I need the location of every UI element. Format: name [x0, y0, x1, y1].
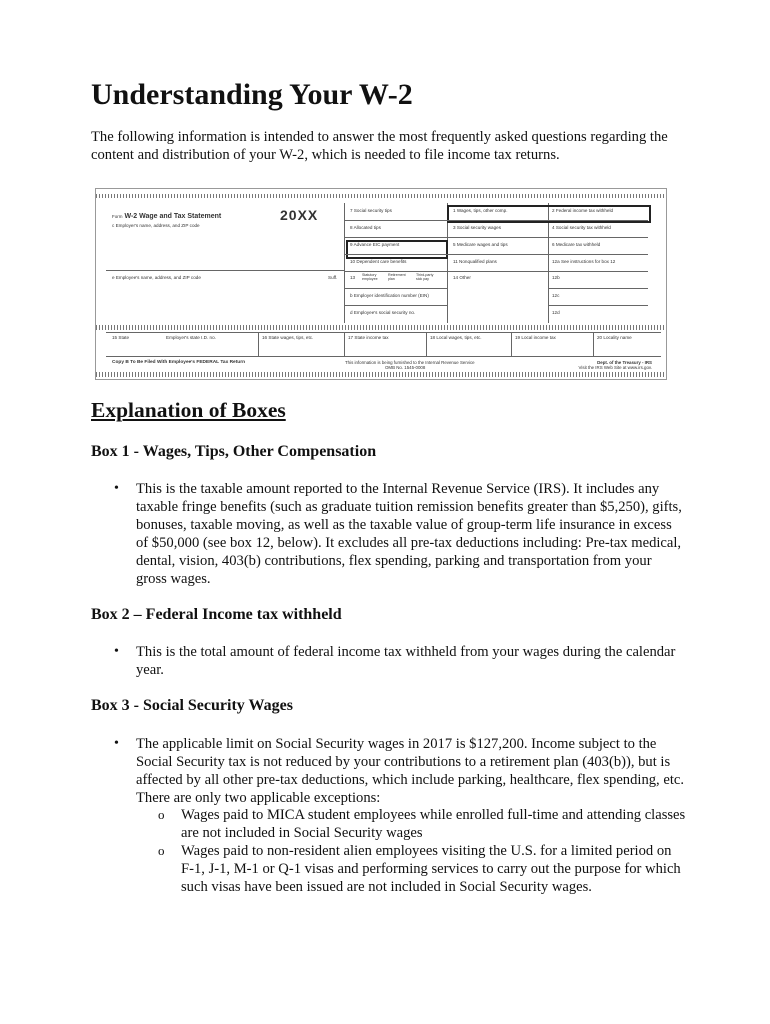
w2-box-13: 13: [350, 275, 356, 280]
hatch-bar-bottom: [96, 372, 666, 377]
page-title: Understanding Your W-2: [91, 78, 413, 111]
w2-form-image: [95, 188, 667, 380]
w2-dept: Dept. of the Treasury - IRS Visit the IRS Web Site at www.irs.gov.: [578, 360, 652, 370]
w2-line: [593, 332, 594, 356]
w2-line: [344, 332, 345, 356]
w2-line: [106, 270, 344, 271]
w2-line: [511, 332, 512, 356]
bullet-marker: •: [114, 736, 119, 751]
w2-copy-b: Copy B To Be Filed With Employee's FEDERAL Tax Return: [112, 360, 246, 365]
section-heading: Explanation of Boxes: [91, 398, 286, 422]
w2-line: [344, 254, 648, 255]
hatch-bar-top: [96, 194, 666, 198]
w2-line: [344, 288, 448, 289]
w2-line: [344, 271, 648, 272]
w2-box-2: 2 Federal income tax withheld: [552, 208, 614, 213]
w2-box-4: 4 Social security tax withheld: [552, 225, 611, 230]
w2-box-6: 6 Medicare tax withheld: [552, 242, 601, 247]
w2-box-18: 18 Local wages, tips, etc.: [430, 335, 482, 340]
w2-line: [344, 305, 448, 306]
w2-box-10: 10 Dependent care benefits: [350, 259, 407, 264]
w2-line: [548, 305, 648, 306]
w2-box-e: e Employee's name, address, and ZIP code: [112, 275, 201, 280]
box3-description: The applicable limit on Social Security wages in 2017 is $127,200. Income subject to the Social Security tax is not reduced by your contributions to a retirement plan (403(b)), but is affected by all other pre-tax deductions, which include parking, healthcare, flex spending, etc. There are only two applicable exceptions:: [136, 736, 684, 806]
box2-heading: Box 2 – Federal Income tax withheld: [91, 606, 342, 623]
hatch-bar-middle: [96, 325, 666, 330]
w2-box-c: c Employer's name, address, and ZIP code: [112, 223, 200, 228]
w2-box-11: 11 Nonqualified plans: [453, 259, 497, 264]
box2-description: This is the total amount of federal income tax withheld from your wages during the calendar year.: [136, 644, 676, 678]
w2-year: 20XX: [280, 207, 319, 223]
w2-box-12b: 12b: [552, 275, 560, 280]
w2-box-13-thirdparty: Third-party sick pay: [416, 273, 434, 281]
w2-box-7: 7 Social security tips: [350, 208, 392, 213]
sub-bullet-marker: o: [158, 843, 165, 858]
w2-line: [344, 220, 648, 221]
w2-form-name: Form W-2 Wage and Tax Statement: [112, 213, 222, 220]
w2-box-17: 17 State income tax: [348, 335, 389, 340]
w2-box-19: 19 Local income tax: [515, 335, 556, 340]
bullet-marker: •: [114, 644, 119, 659]
w2-box-12a: 12a See instructions for box 12: [552, 259, 616, 264]
w2-box-8: 8 Allocated tips: [350, 225, 381, 230]
w2-line: [106, 332, 661, 333]
w2-box-13-statutory: Statutory employee: [362, 273, 378, 281]
w2-line: [258, 332, 259, 356]
intro-paragraph: The following information is intended to answer the most frequently asked questions regarding the content and distribution of your W-2, which is needed to file income tax returns.: [91, 129, 668, 163]
w2-box-20: 20 Locality name: [597, 335, 632, 340]
w2-suff: Suff.: [328, 275, 338, 280]
w2-box-16: 16 State wages, tips, etc.: [262, 335, 314, 340]
w2-box-15: 15 State: [112, 335, 130, 340]
w2-line: [548, 288, 648, 289]
w2-box-b: b Employer identification number (EIN): [350, 293, 429, 298]
bullet-marker: •: [114, 481, 119, 496]
box1-heading: Box 1 - Wages, Tips, Other Compensation: [91, 443, 377, 460]
box3-exception-2: Wages paid to non-resident alien employees visiting the U.S. for a limited period on F-1, J-1, M-1 or Q-1 visas and performing services to carry out the purpose for which such visas have been issued are not included in Social Security wages.: [181, 843, 681, 895]
w2-notice: This information is being furnished to the Internal Revenue Service OMB No. 1545-0008: [345, 360, 475, 370]
w2-box-d: d Employee's social security no.: [350, 310, 416, 315]
w2-box-9: 9 Advance EIC payment: [350, 242, 400, 247]
box3-exception-1: Wages paid to MICA student employees while enrolled full-time and attending classes are not included in Social Security wages: [181, 807, 686, 841]
w2-box-1: 1 Wages, tips, other comp.: [453, 208, 508, 213]
w2-line: [426, 332, 427, 356]
box1-description: This is the taxable amount reported to the Internal Revenue Service (IRS). It includes any taxable fringe benefits (such as graduate tuition remission benefits greater than $5,250), gifts, bonuses, taxable moving, as well as the taxable value of group-term life insurance in excess of $50,000 (see box 12, below). It excludes all pre-tax deductions including: Pre-tax medical, dental, vision, 403(b) contributions, flex spending, parking and transportation from your gross wages.: [136, 481, 682, 587]
w2-line: [106, 356, 661, 357]
w2-box-14: 14 Other: [453, 275, 471, 280]
w2-box-5: 5 Medicare wages and tips: [453, 242, 508, 247]
w2-box-12c: 12c: [552, 293, 560, 298]
sub-bullet-marker: o: [158, 807, 165, 822]
w2-box-12d: 12d: [552, 310, 560, 315]
w2-box-15-id: Employer's state I.D. no.: [166, 335, 216, 340]
w2-box-13-retirement: Retirement plan: [388, 273, 406, 281]
w2-line: [344, 237, 648, 238]
w2-box-3: 3 Social security wages: [453, 225, 502, 230]
box3-heading: Box 3 - Social Security Wages: [91, 697, 293, 714]
w2-box-9-highlight: [346, 240, 448, 259]
